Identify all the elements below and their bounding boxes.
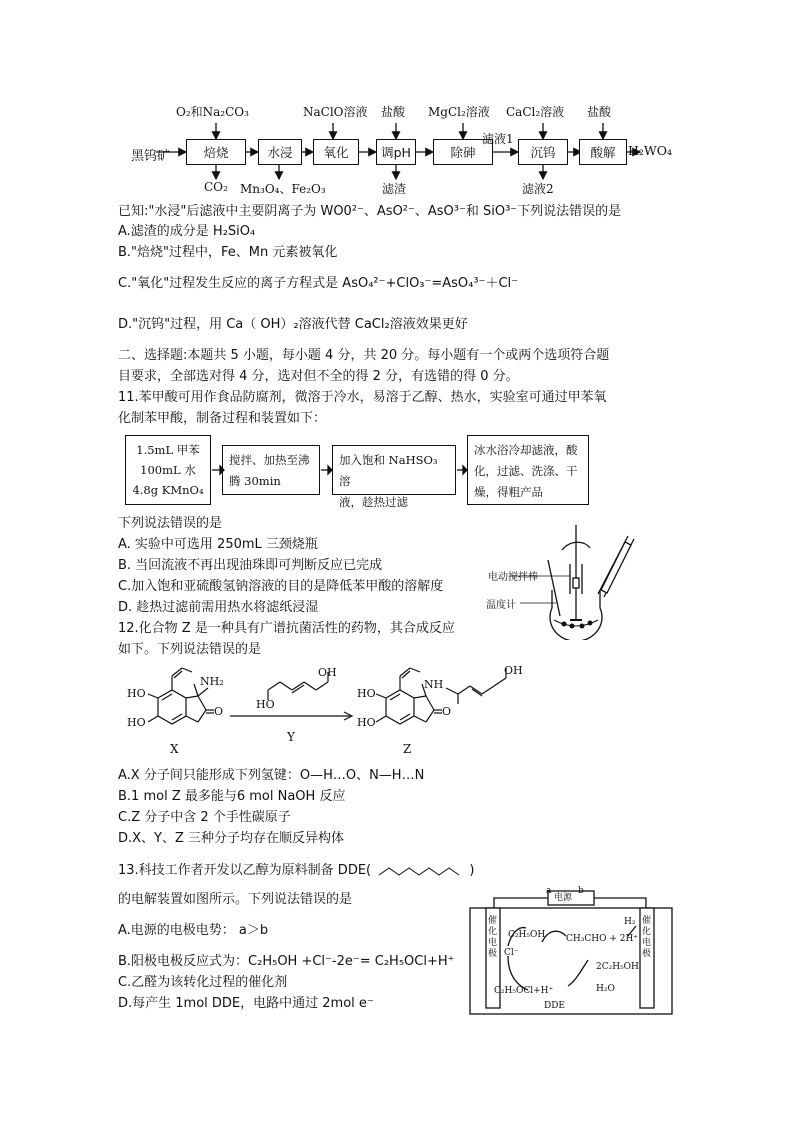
q12-option-b: B.1 mol Z 最多能与6 mol NaOH 反应 — [118, 789, 346, 804]
q10-option-c: C."氧化"过程发生反应的离子方程式是 AsO₄²⁻+ClO₃⁻=AsO₄³⁻＋Cl⁻ — [118, 276, 518, 291]
z-label-nh: NH — [424, 678, 444, 691]
compound-y-label: Y — [287, 730, 295, 744]
species-dde: DDE — [544, 1001, 566, 1011]
q11-option-b: B. 当回流液不再出现油珠即可判断反应已完成 — [118, 558, 383, 573]
q13-stem-2: 的电解装置如图所示。下列说法错误的是 — [118, 892, 353, 907]
species-cl: Cl⁻ — [504, 948, 519, 958]
q10-option-a: A.滤渣的成分是 H₂SiO₄ — [118, 224, 256, 239]
flow-step-acidolysis: 酸解 — [579, 139, 627, 165]
q11-option-c: C.加入饱和亚硫酸氢钠溶液的目的是降低苯甲酸的溶解度 — [118, 579, 444, 594]
q10-option-d: D."沉钨"过程，用 Ca（ OH）₂溶液代替 CaCl₂溶液效果更好 — [118, 317, 468, 332]
q11-box1-line1: 1.5mL 甲苯 — [136, 443, 200, 457]
compound-z-label: Z — [403, 742, 412, 756]
q10-option-b: B."焙烧"过程中，Fe、Mn 元素被氧化 — [118, 245, 338, 260]
q11-stem-2: 化制苯甲酸，制备过程和装置如下： — [118, 411, 327, 426]
flow-input-hcl-2: 盐酸 — [587, 105, 612, 119]
z-label-oh: OH — [504, 664, 523, 677]
flow-input-hcl-1: 盐酸 — [381, 105, 406, 119]
flow-step-adjust-ph: 调pH — [376, 139, 416, 165]
z-label-ho-1: HO — [357, 687, 376, 700]
flow-input-naclo: NaClO溶液 — [303, 105, 368, 119]
flow-filtrate-1: 滤液1 — [482, 132, 514, 146]
species-h2: H₂ — [624, 917, 636, 927]
flow-step-oxidize: 氧化 — [313, 139, 359, 165]
q11-ask: 下列说法错误的是 — [118, 516, 223, 531]
compound-x-label: X — [170, 742, 179, 756]
q12-option-a: A.X 分子间只能形成下列氢键：O—H…O、N—H…N — [118, 768, 425, 783]
species-2c2h5oh: 2C₂H₅OH — [596, 962, 639, 972]
x-label-ho-2: HO — [127, 716, 146, 729]
flow-step-roast: 焙烧 — [186, 139, 246, 165]
q13-option-a: A.电源的电极电势： a＞b — [118, 923, 269, 938]
power-source-label: 电源 — [554, 893, 573, 903]
species-c2h5oh: C₂H₅OH — [508, 930, 546, 940]
q12-stem-2: 如下。下列说法错误的是 — [118, 642, 262, 657]
electrode-left-label: 催化电极 — [488, 916, 498, 959]
flow-output-oxides: Mn₃O₄、Fe₂O₃ — [240, 182, 326, 196]
power-terminal-b: b — [578, 886, 584, 896]
q12-option-d: D.X、Y、Z 三种分子均存在顺反异构体 — [118, 831, 345, 846]
z-label-o: O — [442, 705, 452, 718]
q11-flow-arrows — [210, 460, 470, 480]
q11-box2-line2: 腾 30min — [229, 474, 281, 488]
flow-output-co2: CO₂ — [204, 180, 228, 194]
flow-step-precipitate-w: 沉钨 — [518, 139, 568, 165]
q13-option-b: B.阳极电极反应式为：C₂H₅OH +Cl⁻-2e⁻= C₂H₅OCl+H⁺ — [118, 954, 455, 969]
x-label-o: O — [214, 705, 224, 718]
z-label-ho-2: HO — [357, 716, 376, 729]
apparatus-label-stirrer: 电动搅拌棒 — [488, 572, 538, 583]
q11-box4-line3: 燥，得粗产品 — [474, 485, 543, 499]
q13-stem-1 — [118, 862, 474, 880]
electrode-right-label: 催化电极 — [642, 916, 652, 959]
species-ch3cho: CH₃CHO + 2H⁺ — [566, 934, 639, 944]
flow-input-o2-na2co3: O₂和Na₂CO₃ — [176, 105, 249, 119]
x-label-nh2: NH₂ — [200, 675, 224, 688]
q13-stem-1-text: 13.科技工作者开发以乙醇为原料制备 DDE( — [118, 863, 372, 878]
q12-option-c: C.Z 分子中含 2 个手性碳原子 — [118, 810, 291, 825]
x-label-ho-1: HO — [127, 687, 146, 700]
flow-start: 黑钨矿 — [131, 149, 171, 164]
q13-stem-1-end: ) — [469, 863, 475, 878]
flow-step-leach: 水浸 — [258, 139, 302, 165]
q11-stem-1: 11.苯甲酸可用作食品防腐剂，微溶于冷水，易溶于乙醇、热水，实验室可通过甲苯氧 — [118, 390, 607, 405]
q11-box3-line1: 加入饱和 NaHSO₃ 溶 — [339, 453, 438, 488]
q13-option-c: C.乙醛为该转化过程的催化剂 — [118, 975, 288, 990]
power-terminal-a: a — [546, 886, 552, 896]
q12-stem-1: 12.化合物 Z 是一种具有广谱抗菌活性的药物，其合成反应 — [118, 621, 455, 636]
q11-box1-line3: 4.8g KMnO₄ — [132, 483, 204, 497]
q10-known: 已知:"水浸"后滤液中主要阴离子为 WO0²⁻、AsO²⁻、AsO³⁻和 SiO³⁻下列说法错误的是 — [118, 204, 622, 219]
apparatus-label-thermometer: 温度计 — [486, 600, 516, 611]
q11-box4-line2: 化，过滤、洗涤、干 — [474, 464, 578, 478]
species-h2o: H₂O — [596, 984, 615, 994]
q11-box-reagents — [125, 435, 211, 505]
flow-product: H₂WO₄ — [628, 143, 673, 158]
q11-box2-line1: 搅拌、加热至沸 — [229, 453, 310, 467]
flow-input-cacl2: CaCl₂溶液 — [506, 105, 565, 119]
y-label-oh: OH — [318, 666, 337, 679]
y-label-ho: HO — [256, 698, 275, 711]
species-c2h5ocl: C₂H₅OCl+H⁺ — [494, 986, 554, 996]
flow-step-remove-arsenic: 除砷 — [433, 139, 493, 165]
dde-structure-icon — [375, 863, 465, 879]
q11-box-cool — [467, 435, 589, 505]
q11-option-d: D. 趁热过滤前需用热水将滤纸浸湿 — [118, 600, 319, 615]
q11-box1-line2: 100mL 水 — [140, 463, 196, 477]
section2-instructions-1: 二、选择题:本题共 5 小题，每小题 4 分，共 20 分。每小题有一个或两个选项符合题 — [118, 348, 610, 363]
q13-option-d: D.每产生 1mol DDE，电路中通过 2mol e⁻ — [118, 996, 374, 1011]
section2-instructions-2: 目要求，全部选对得 4 分，选对但不全的得 2 分，有选错的得 0 分。 — [118, 369, 519, 384]
flow-input-mgcl2: MgCl₂溶液 — [428, 105, 490, 119]
q11-box3-line2: 液，趁热过滤 — [339, 495, 408, 509]
flow-output-filtrate-2: 滤液2 — [522, 182, 554, 196]
flow-output-residue: 滤渣 — [382, 182, 407, 196]
q11-box4-line1: 冰水浴冷却滤液，酸 — [474, 443, 578, 457]
q11-option-a: A. 实验中可选用 250mL 三颈烧瓶 — [118, 537, 318, 552]
